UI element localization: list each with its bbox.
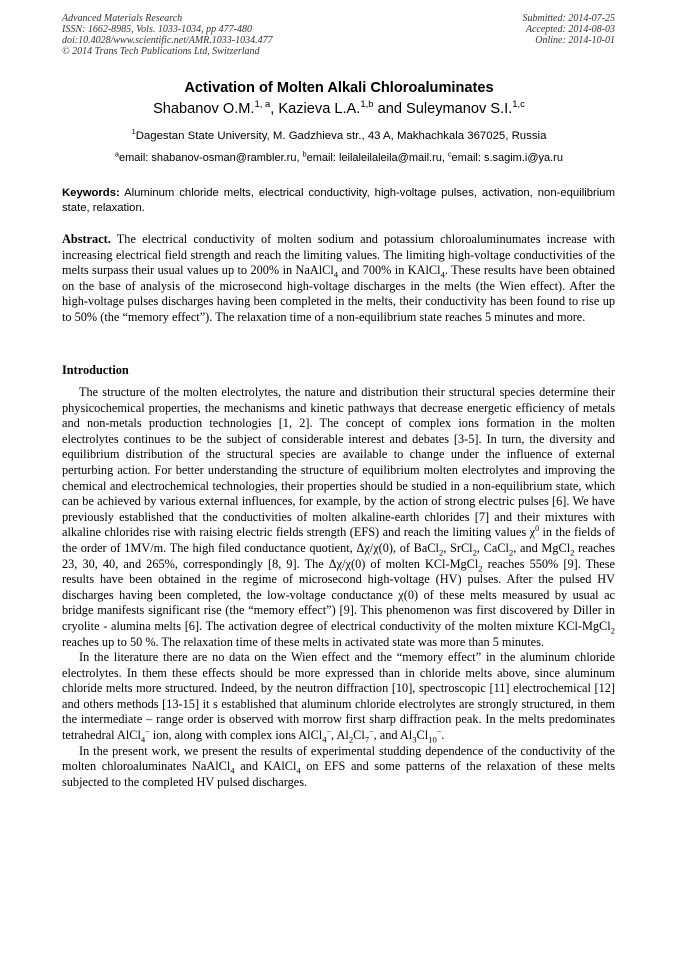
paragraph-1 [62,385,615,650]
author-affiliation-mark: 1,b [360,99,374,111]
subscript: 2 [610,625,615,636]
paragraph-text: , and Al [373,728,413,743]
abstract-text: and 700% in KAlCl [338,263,441,278]
journal-copyright: © 2014 Trans Tech Publications Ltd, Switzerland [62,46,260,57]
subscript: 2 [438,547,444,558]
paragraph-text: Cl [353,728,365,743]
email-a: email: shabanov-osman@rambler.ru, [119,152,303,164]
submission-dates [523,13,616,46]
author-name: Kazieva L.A. [278,101,361,117]
author-affiliation-mark: 1,c [512,99,525,111]
superscript: − [369,726,374,736]
affiliation-text: Dagestan State University, M. Gadzhieva str., 43 A, Makhachkala 367025, Russia [135,130,547,142]
subscript: 2 [348,734,354,745]
keywords-text: Aluminum chloride melts, electrical conductivity, high-voltage pulses, activation, non-equilibrium state, relaxation. [62,187,615,214]
paragraph-text: . [441,728,445,743]
subscript: 4 [140,734,146,745]
paragraph-text: in the fields of the order of 1MV/m. The high filed conductance quotient, Δχ/χ(0), of BaCl [62,525,616,555]
paragraph-text: reaches up to 50 %. The relaxation time of these melts in activated state was more than 5 minutes. [62,634,544,649]
paragraph-text: , CaCl [476,540,509,555]
paragraph-text: and KAlCl [234,759,297,774]
paragraph-text: , Al [331,728,349,743]
author-separator: and [373,101,406,117]
email-mark: a [115,150,119,159]
email-b: email: leilaleilaleila@mail.ru, [306,152,448,164]
subscript: 4 [440,269,445,280]
subscript: 3 [412,734,417,745]
subscript: 7 [364,734,370,745]
paragraph-text: In the present work, we present the results of experimental studding dependence of the conductivity of the molten chloroaluminates NaAlCl [62,743,615,774]
paragraph-text: reaches 550% [9]. These results have been obtained in the regime of microsecond high-voltage (HV) pulses. After the pulsed HV discharges having been completed, the low-voltage conductance χ(0) of these melts measured by usual ac bridge manifests significant rise (the “memory effect”) [9]. This phenomenon was first discovered by Diller in cryolite - alumina melts [6]. The activation degree of electrical conductivity of the molten mixture KCl-MgCl [62,556,616,633]
subscript: 2 [508,547,514,558]
journal-doi: doi:10.4028/www.scientific.net/AMR.1033-1034.477 [62,35,273,46]
abstract-text: . These results have been obtained on the base of analysis of the microsecond high-voltage discharges in the melts (the Wien effect). After the high-voltage pulses discharges having been completed in the melts, their conductivity has been found to rise up to 50% (the “memory effect”). The relaxation time of a non-equilibrium state reaches 5 minutes and more. [62,263,615,324]
abstract-text: The electrical conductivity of molten sodium and potassium chloroaluminumates increase with increasing electrical field strength and reach the limiting values. The limiting high-voltage conductivities of the melts surpass their usual values up to 200% in NaAlCl [62,232,615,278]
author-separator: , [270,101,279,117]
paragraph-text: Cl [416,728,429,743]
abstract-label: Abstract. [62,232,111,246]
journal-info [62,13,273,57]
subscript: 4 [333,269,339,280]
email-mark: c [447,150,452,159]
journal-issn: ISSN: 1662-8985, Vols. 1033-1034, pp 477-480 [62,24,252,35]
affiliation [0,127,678,142]
superscript: − [326,726,332,736]
section-heading-introduction: Introduction [62,363,129,377]
paragraph-text: The structure of the molten electrolytes, the nature and distribution their structural species determine their physicochemical properties, the mechanisms and kinetic pathways that decrease energetic efficiency of metals and non-metals production technologies [1, 2]. The concept of complex ions formation in the molten electrolytes continues to be the subject of considerable interest and debates [3-5]. In turn, the diversity and equilibrium distribution of the structural species are available to change under the influence of external perturbing action. For better understanding the structure of equilibrium molten electrolytes and improving the chemical and electrochemical technologies, their properties should be studied in a non-equilibrium state, which can be achieved by various external influences, for example, by the action of strong electric pulses [6]. We have previously established that the conductivities of molten alkaline-earth chlorides [7] and their mixtures with alkaline chlorides rise with raising electric fields strength (EFS) and reach the limiting values χ [62,385,615,540]
paragraph-text: , and MgCl [513,540,571,555]
superscript: − [145,726,150,736]
paragraph-text: In the literature there are no data on the Wien effect and the “memory effect” in the aluminum chloride electrolytes. In them these effects should be more expressed than in chloride melts above, since aluminum chloride melts more structured. Indeed, by the neutron diffraction [10], spectroscopic [11] electrochemical [12] and others methods [13-15] it s established that aluminum chloride electrolytes are strongly structured, in them the intermediate – range order is observed with morrow first sharp diffraction peak. In the melts predominates tetrahedral AlCl [62,650,615,743]
submitted-date: Submitted: 2014-07-25 [522,13,615,24]
author-name: Shabanov O.M. [153,101,255,117]
subscript: 2 [472,547,477,558]
abstract [62,232,615,326]
subscript: 2 [570,547,575,558]
author-list [0,101,678,117]
journal-name: Advanced Materials Research [62,13,183,24]
paragraph-text: , SrCl [443,540,473,555]
keywords-label: Keywords: [62,187,120,199]
paragraph-text: on EFS and some patterns of the relaxation of these melts subjected to the completed HV pulsed discharges. [62,759,615,789]
keywords [62,186,615,216]
subscript: 4 [230,765,235,776]
paragraph-text: ion, along with complex ions AlCl [149,728,323,743]
author-affiliation-mark: 1, a [254,99,271,111]
email-mark: b [302,150,307,159]
paragraph-3 [62,744,615,791]
affiliation-mark: 1 [131,127,136,137]
author-emails [0,152,678,164]
accepted-date: Accepted: 2014-08-03 [525,24,615,35]
email-c: email: s.sagim.i@ya.ru [451,152,563,164]
author-name: Suleymanov S.I. [406,101,513,117]
introduction-body [62,385,615,790]
paper-title: Activation of Molten Alkali Chloroaluminates [184,80,494,96]
superscript: − [436,726,442,736]
subscript: 2 [478,562,483,573]
subscript: 4 [322,734,327,745]
subscript: 4 [296,765,301,776]
superscript: 0 [535,524,540,534]
subscript: 10 [428,734,437,745]
online-date: Online: 2014-10-01 [535,35,615,46]
paragraph-text: reaches 23, 30, 40, and 265%, correspondingly [8, 9]. The Δχ/χ(0) of molten KCl-MgCl [62,540,615,571]
paragraph-2 [62,650,615,744]
